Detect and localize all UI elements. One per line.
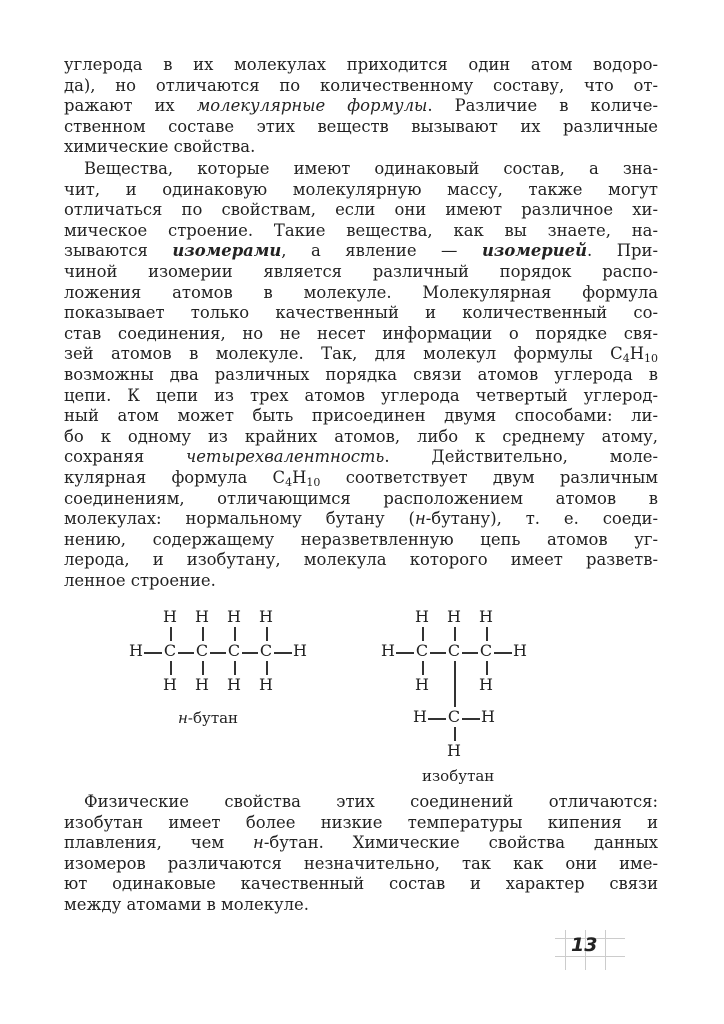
hydrogen-atom: H: [259, 607, 273, 626]
bond: [242, 652, 258, 654]
text-line: изобутан имеет более низкие температуры кипения и: [64, 812, 658, 832]
bond: [486, 661, 488, 675]
text-line: показывает только качественный и количественный со-: [64, 303, 658, 323]
hydrogen-atom: H: [513, 641, 527, 660]
hydrogen-atom: H: [447, 607, 461, 626]
hydrogen-atom: H: [479, 607, 493, 626]
text-line: чит, и одинаковую молекулярную массу, также могут: [64, 179, 658, 199]
bond: [274, 652, 292, 654]
carbon-atom: C: [447, 641, 461, 660]
bond: [462, 652, 478, 654]
subscript: 4: [285, 475, 293, 489]
bond: [202, 627, 204, 641]
text-line: Вещества, которые имеют одинаковый состав, а зна-: [84, 159, 658, 178]
bond: [462, 718, 480, 720]
bond: [202, 661, 204, 675]
text-line: чиной изомерии является различный порядок распо-: [64, 261, 658, 281]
bond: [144, 652, 162, 654]
text-line: химические свойства.: [64, 137, 256, 157]
italic-term: н: [414, 509, 426, 529]
text-line: ражают их молекулярные формулы. Различие в количе-: [64, 96, 658, 116]
n-butane-caption: [178, 709, 238, 727]
bond: [486, 627, 488, 641]
bond: [210, 652, 226, 654]
carbon-atom: C: [195, 641, 209, 660]
text-line: ют одинаковые качественный состав и характер связи: [64, 874, 658, 894]
paragraph-intro: [64, 55, 658, 158]
isobutane-caption: изобутан: [422, 767, 495, 785]
bond: [454, 661, 456, 707]
bond: [494, 652, 512, 654]
text-line: да), но отличаются по количественному составу, что от-: [64, 75, 658, 95]
carbon-atom: C: [227, 641, 241, 660]
bond: [266, 627, 268, 641]
caption-rest: -бутан: [187, 709, 239, 727]
hydrogen-atom: H: [413, 707, 427, 726]
text-line: бо к одному из крайних атомов, либо к среднему атому,: [64, 426, 658, 446]
hydrogen-atom: H: [381, 641, 395, 660]
paragraph-properties: [64, 792, 658, 916]
bold-term: изомерией: [481, 241, 588, 261]
text-line: сохраняя четырехвалентность. Действительно, моле-: [64, 447, 658, 467]
text-line: ственном составе этих веществ вызывают их различные: [64, 116, 658, 136]
hydrogen-atom: H: [195, 607, 209, 626]
hydrogen-atom: H: [481, 707, 495, 726]
subscript: 10: [306, 475, 321, 489]
hydrogen-atom: H: [227, 675, 241, 694]
text-line: зываются изомерами, а явление — изомерией. При-: [64, 241, 658, 261]
italic-term: молекулярные формулы: [196, 96, 428, 116]
text-line: лерода, и изобутану, молекула которого имеет разветв-: [64, 550, 658, 570]
carbon-atom: C: [415, 641, 429, 660]
bond: [454, 727, 456, 741]
hydrogen-atom: H: [129, 641, 143, 660]
hydrogen-atom: H: [195, 675, 209, 694]
page-number: 13: [571, 934, 598, 956]
bond: [422, 627, 424, 641]
caption-prefix: н: [178, 709, 188, 727]
bond: [428, 718, 446, 720]
italic-term: н: [253, 833, 264, 853]
hydrogen-atom: H: [163, 607, 177, 626]
bond: [234, 627, 236, 641]
text-line: зей атомов в молекуле. Так, для молекул формулы $C_4H_{10}$: [64, 344, 658, 365]
carbon-atom: C: [447, 707, 461, 726]
hydrogen-atom: H: [227, 607, 241, 626]
text-line: изомеров различаются незначительно, так как они име-: [64, 853, 658, 873]
hydrogen-atom: H: [447, 741, 461, 760]
bond: [234, 661, 236, 675]
text-line: мическое строение. Такие вещества, как вы знаете, на-: [64, 220, 658, 240]
bond: [422, 661, 424, 675]
hydrogen-atom: H: [293, 641, 307, 660]
italic-term: четырехвалентность: [186, 447, 385, 467]
bond: [454, 627, 456, 641]
bond: [170, 627, 172, 641]
hydrogen-atom: H: [259, 675, 273, 694]
text-line: молекулах: нормальному бутану (н-бутану), т. е. соеди-: [64, 509, 658, 529]
carbon-atom: C: [163, 641, 177, 660]
text-line: между атомами в молекуле.: [64, 894, 309, 914]
text-line: цепи. К цепи из трех атомов углерода четвертый углерод-: [64, 385, 658, 405]
hydrogen-atom: H: [479, 675, 493, 694]
bold-term: изомерами: [172, 241, 282, 261]
text-line: нению, содержащему неразветвленную цепь атомов уг-: [64, 529, 658, 549]
hydrogen-atom: H: [163, 675, 177, 694]
subscript: 4: [622, 352, 630, 365]
text-line: соединениям, отличающимся расположением атомов в: [64, 488, 658, 508]
text-line: ный атом может быть присоединен двумя способами: ли-: [64, 406, 658, 426]
page-number-box: [555, 930, 625, 970]
carbon-atom: C: [259, 641, 273, 660]
bond: [266, 661, 268, 675]
text-line: став соединения, но не несет информации о порядке свя-: [64, 323, 658, 343]
text-line: отличаться по свойствам, если они имеют различное хи-: [64, 200, 658, 220]
subscript: 10: [644, 352, 658, 365]
text-line: плавления, чем н-бутан. Химические свойства данных: [64, 833, 658, 853]
text-line: углерода в их молекулах приходится один атом водоро-: [64, 55, 658, 74]
bond: [170, 661, 172, 675]
bond: [178, 652, 194, 654]
hydrogen-atom: H: [415, 607, 429, 626]
carbon-atom: C: [479, 641, 493, 660]
text-line: ленное строение.: [64, 570, 216, 590]
bond: [396, 652, 414, 654]
text-line: возможны два различных порядка связи атомов углерода в: [64, 364, 658, 384]
hydrogen-atom: H: [415, 675, 429, 694]
text-line: Физические свойства этих соединений отличаются:: [84, 792, 658, 811]
n-butane-structure: [126, 607, 316, 732]
isobutane-structure: [378, 607, 528, 785]
text-line: ложения атомов в молекуле. Молекулярная формула: [64, 282, 658, 302]
bond: [430, 652, 446, 654]
paragraph-isomers: [64, 159, 658, 591]
text-line: кулярная формула $C_4H_{10}$ соответствует двум различным: [64, 467, 658, 489]
